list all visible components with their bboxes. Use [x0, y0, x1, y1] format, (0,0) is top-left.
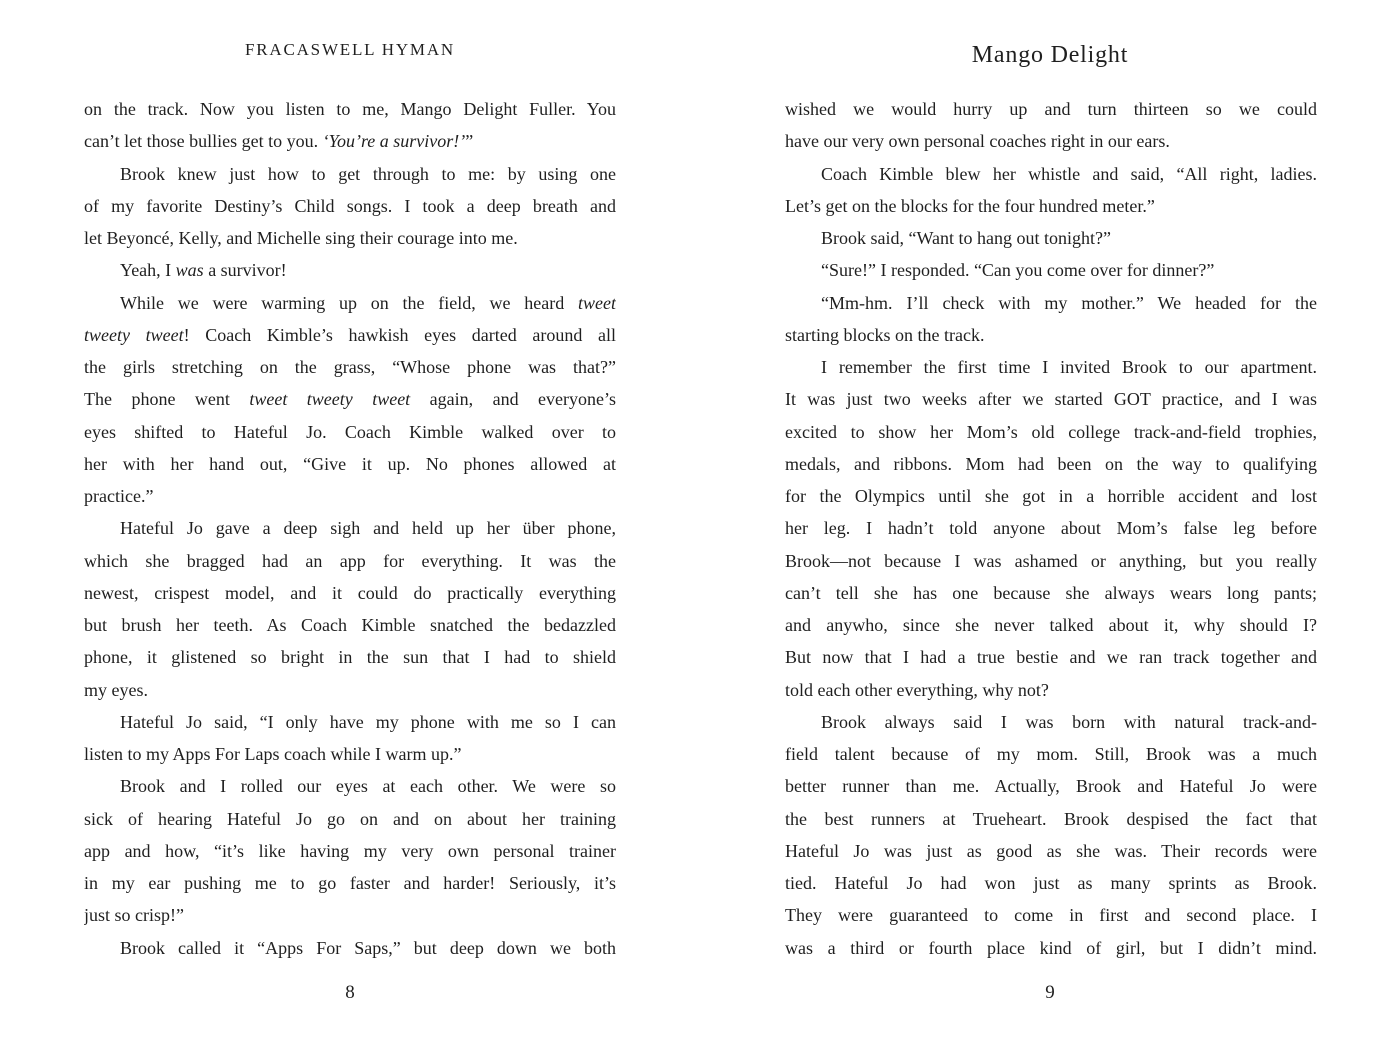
- running-header-title: Mango Delight: [971, 42, 1129, 68]
- text-line: Brook knew just how to get through to me: by using one: [120, 163, 616, 184]
- text-line: better runner than me. Actually, Brook and Hateful Jo were: [785, 776, 1317, 797]
- text-line: “Sure!” I responded. “Can you come over for dinner?”: [821, 260, 1215, 281]
- text-line: tied. Hateful Jo had won just as many sprints as Brook.: [785, 873, 1317, 893]
- text-line: on the track. Now you listen to me, Mango Delight Fuller. You: [84, 99, 616, 119]
- text-line: was a third or fourth place kind of girl, but I didn’t mind.: [785, 937, 1317, 958]
- text-line: and anywho, since she never talked about it, why should I?: [785, 615, 1317, 635]
- text-line: can’t let those bullies get to you. ‘You’re a survivor!’”: [84, 131, 474, 152]
- text-line: wished we would hurry up and turn thirteen so we could: [785, 99, 1317, 119]
- text-line: her with her hand out, “Give it up. No phones allowed at: [84, 453, 616, 474]
- text-line: Hateful Jo gave a deep sigh and held up her über phone,: [120, 518, 616, 539]
- text-line: can’t tell she has one because she always wears long pants;: [785, 582, 1317, 603]
- text-line: which she bragged had an app for everything. It was the: [84, 550, 616, 571]
- page-number-left: 8: [345, 982, 355, 1003]
- text-line: newest, crispest model, and it could do practically everything: [84, 582, 616, 603]
- text-line: but brush her teeth. As Coach Kimble snatched the bedazzled: [84, 615, 616, 635]
- book-page-right: [700, 0, 1400, 1041]
- text-line: Brook said, “Want to hang out tonight?”: [821, 228, 1111, 248]
- text-line: the girls stretching on the grass, “Whose phone was that?”: [84, 357, 616, 377]
- text-line: eyes shifted to Hateful Jo. Coach Kimble walked over to: [84, 421, 616, 442]
- text-line: my eyes.: [84, 679, 148, 700]
- text-line: told each other everything, why not?: [785, 679, 1049, 700]
- text-line: Brook called it “Apps For Saps,” but deep down we both: [120, 937, 616, 958]
- text-line: It was just two weeks after we started GOT practice, and I was: [785, 389, 1317, 410]
- text-line: practice.”: [84, 486, 154, 506]
- body-text-left: [84, 93, 616, 964]
- text-line: Hateful Jo said, “I only have my phone with me so I can: [120, 711, 616, 732]
- page-number-right: 9: [1045, 982, 1055, 1003]
- text-line: listen to my Apps For Laps coach while I warm up.”: [84, 744, 462, 764]
- text-line: Let’s get on the blocks for the four hundred meter.”: [785, 195, 1155, 216]
- text-line: her leg. I hadn’t told anyone about Mom’s false leg before: [785, 518, 1317, 539]
- text-line: in my ear pushing me to go faster and harder! Seriously, it’s: [84, 873, 616, 893]
- text-line: just so crisp!”: [84, 905, 184, 926]
- text-line: They were guaranteed to come in first and second place. I: [785, 905, 1317, 926]
- text-line: starting blocks on the track.: [785, 324, 985, 345]
- text-line: for the Olympics until she got in a horrible accident and lost: [785, 486, 1317, 506]
- body-text-right: [785, 93, 1317, 964]
- text-line: the best runners at Trueheart. Brook despised the fact that: [785, 808, 1317, 829]
- text-line: While we were warming up on the field, we heard tweet: [120, 292, 616, 313]
- running-header-author: FRACASWELL HYMAN: [245, 40, 455, 59]
- text-line: app and how, “it’s like having my very own personal trainer: [84, 840, 616, 861]
- text-line: Brook—not because I was ashamed or anything, but you really: [785, 550, 1317, 571]
- text-line: I remember the first time I invited Brook to our apartment.: [821, 357, 1317, 377]
- text-line: Yeah, I was a survivor!: [120, 260, 287, 281]
- text-line: The phone went tweet tweety tweet again, and everyone’s: [84, 389, 616, 410]
- text-line: of my favorite Destiny’s Child songs. I took a deep breath and: [84, 195, 616, 216]
- text-line: have our very own personal coaches right in our ears.: [785, 131, 1170, 152]
- text-line: sick of hearing Hateful Jo go on and on about her training: [84, 808, 616, 829]
- text-line: Brook and I rolled our eyes at each other. We were so: [120, 776, 616, 797]
- text-line: let Beyoncé, Kelly, and Michelle sing their courage into me.: [84, 228, 518, 248]
- text-line: phone, it glistened so bright in the sun that I had to shield: [84, 647, 616, 668]
- text-line: Coach Kimble blew her whistle and said, “All right, ladies.: [821, 163, 1317, 184]
- text-line: “Mm-hm. I’ll check with my mother.” We headed for the: [821, 292, 1317, 313]
- text-line: medals, and ribbons. Mom had been on the way to qualifying: [785, 453, 1317, 474]
- text-line: Brook always said I was born with natural track-and-: [821, 711, 1317, 732]
- text-line: excited to show her Mom’s old college track-and-field trophies,: [785, 421, 1317, 442]
- text-line: tweety tweet! Coach Kimble’s hawkish eyes darted around all: [84, 324, 616, 345]
- text-line: field talent because of my mom. Still, Brook was a much: [785, 744, 1317, 764]
- text-line: Hateful Jo was just as good as she was. Their records were: [785, 840, 1317, 861]
- text-line: But now that I had a true bestie and we ran track together and: [785, 647, 1317, 668]
